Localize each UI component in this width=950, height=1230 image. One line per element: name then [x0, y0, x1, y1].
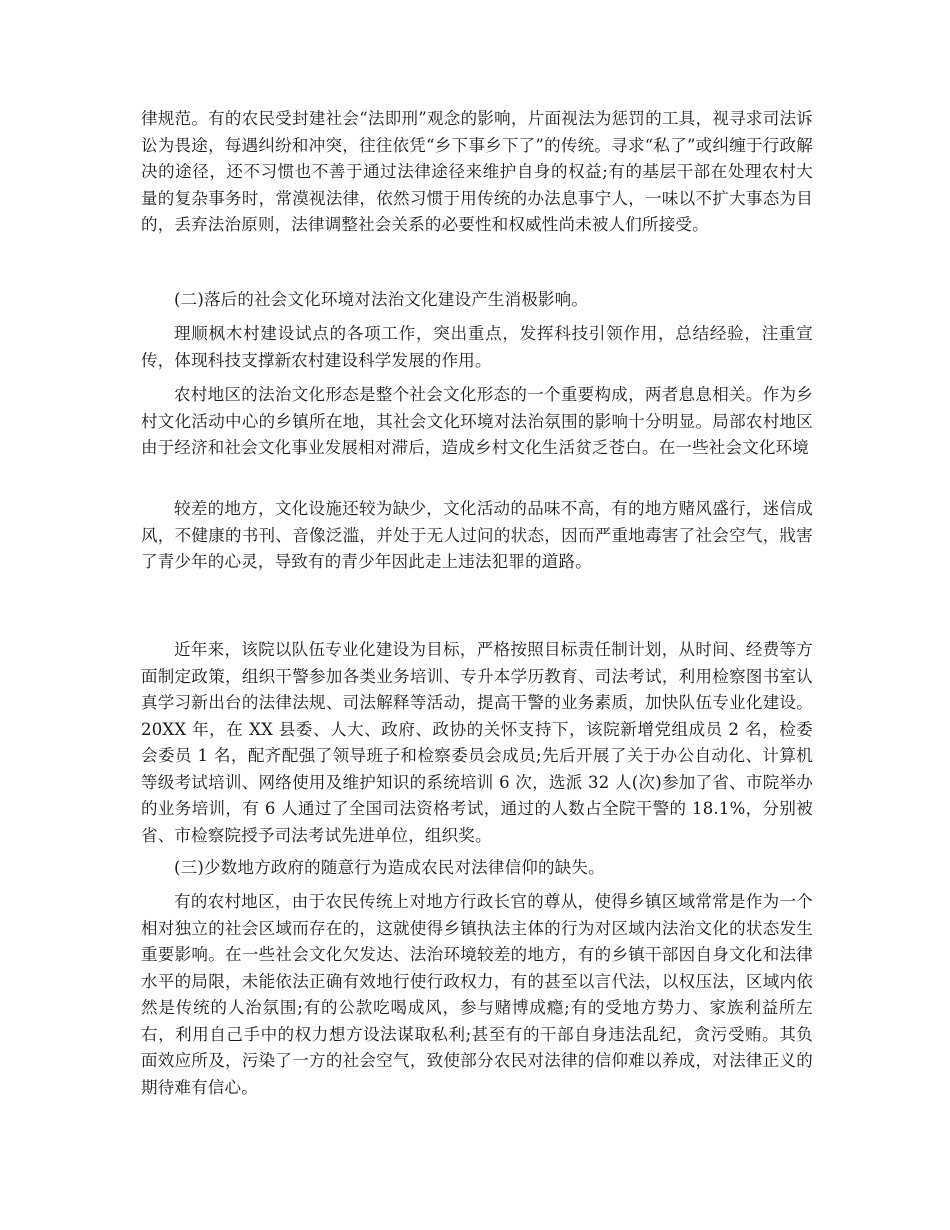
paragraph-local-government: 有的农村地区，由于农民传统上对地方行政长官的尊从，使得乡镇区域常常是作为一个相对独立的社会区域而存在的，这就使得乡镇执法主体的行为对区域内法治文化的状态发生重要影响。在一些社会文化欠发达、法治环境较差的地方，有的乡镇干部因自身文化和法律水平的局限，未能依法正确有效地行使行政权力，有的甚至以言代法，以权压法，区域内依然是传统的人治氛围;有的公款吃喝成风，参与赌博成瘾;有的受地方势力、家族利益所左右，利用自己手中的权力想方设法谋取私利;甚至有的干部自身违法乱纪，贪污受贿。其负面效应所及，污染了一方的社会空气，致使部分农民对法律的信仰难以养成，对法律正义的期待难有信心。: [141, 892, 813, 1097]
paragraph-team-building: 近年来，该院以队伍专业化建设为目标，严格按照目标责任制计划，从时间、经费等方面制定政策，组织干警参加各类业务培训、专升本学历教育、司法考试，利用检察图书室认真学习新出台的法律法规、司法解释等活动，提高干警的业务素质，加快队伍专业化建设。20XX 年，在 XX 县委、人大、政府、政协的关怀支持下，该院新增党组成员 2 名，检委会委员 1 名，配齐配强了领导班子和检察委员会成员;先后开展了关于办公自动化、计算机等级考试培训、网络使用及维护知识的系统培训 6 次，选派 32 人(次)参加了省、市院举办的业务培训，有 6 人通过了全国司法资格考试，通过的人数占全院干警的 18.1%，分别被省、市检察院授予司法考试先进单位，组织奖。: [141, 640, 813, 845]
paragraph-rural-culture: 农村地区的法治文化形态是整个社会文化形态的一个重要构成，两者息息相关。作为乡村文化活动中心的乡镇所在地，其社会文化环境对法治氛围的影响十分明显。局部农村地区由于经济和社会文化事业发展相对滞后，造成乡村文化生活贫乏苍白。在一些社会文化环境: [141, 385, 813, 457]
paragraph-fengmu-village: 理顺枫木村建设试点的各项工作，突出重点，发挥科技引领作用，总结经验，注重宣传，体现科技支撑新农村建设科学发展的作用。: [141, 324, 813, 370]
section-heading-3: (三)少数地方政府的随意行为造成农民对法律信仰的缺失。: [174, 858, 605, 877]
paragraph-legal-norms: 律规范。有的农民受封建社会“法即刑”观念的影响，片面视法为惩罚的工具，视寻求司法诉讼为畏途，每遇纠纷和冲突，往往依凭“乡下事乡下了”的传统。寻求“私了”或纠缠于行政解决的途径，还不习惯也不善于通过法律途径来维护自身的权益;有的基层干部在处理农村大量的复杂事务时，常漠视法律，依然习惯于用传统的办法息事宁人，一味以不扩大事态为目的，丢弃法治原则，法律调整社会关系的必要性和权威性尚未被人们所接受。: [141, 109, 813, 234]
section-heading-2: (二)落后的社会文化环境对法治文化建设产生消极影响。: [174, 290, 589, 309]
paragraph-poor-culture-areas: 较差的地方，文化设施还较为缺少，文化活动的品味不高，有的地方赌风盛行，迷信成风，不健康的书刊、音像泛滥，并处于无人过问的状态，因而严重地毒害了社会空气，戕害了青少年的心灵，导致有的青少年因此走上违法犯罪的道路。: [141, 499, 813, 571]
